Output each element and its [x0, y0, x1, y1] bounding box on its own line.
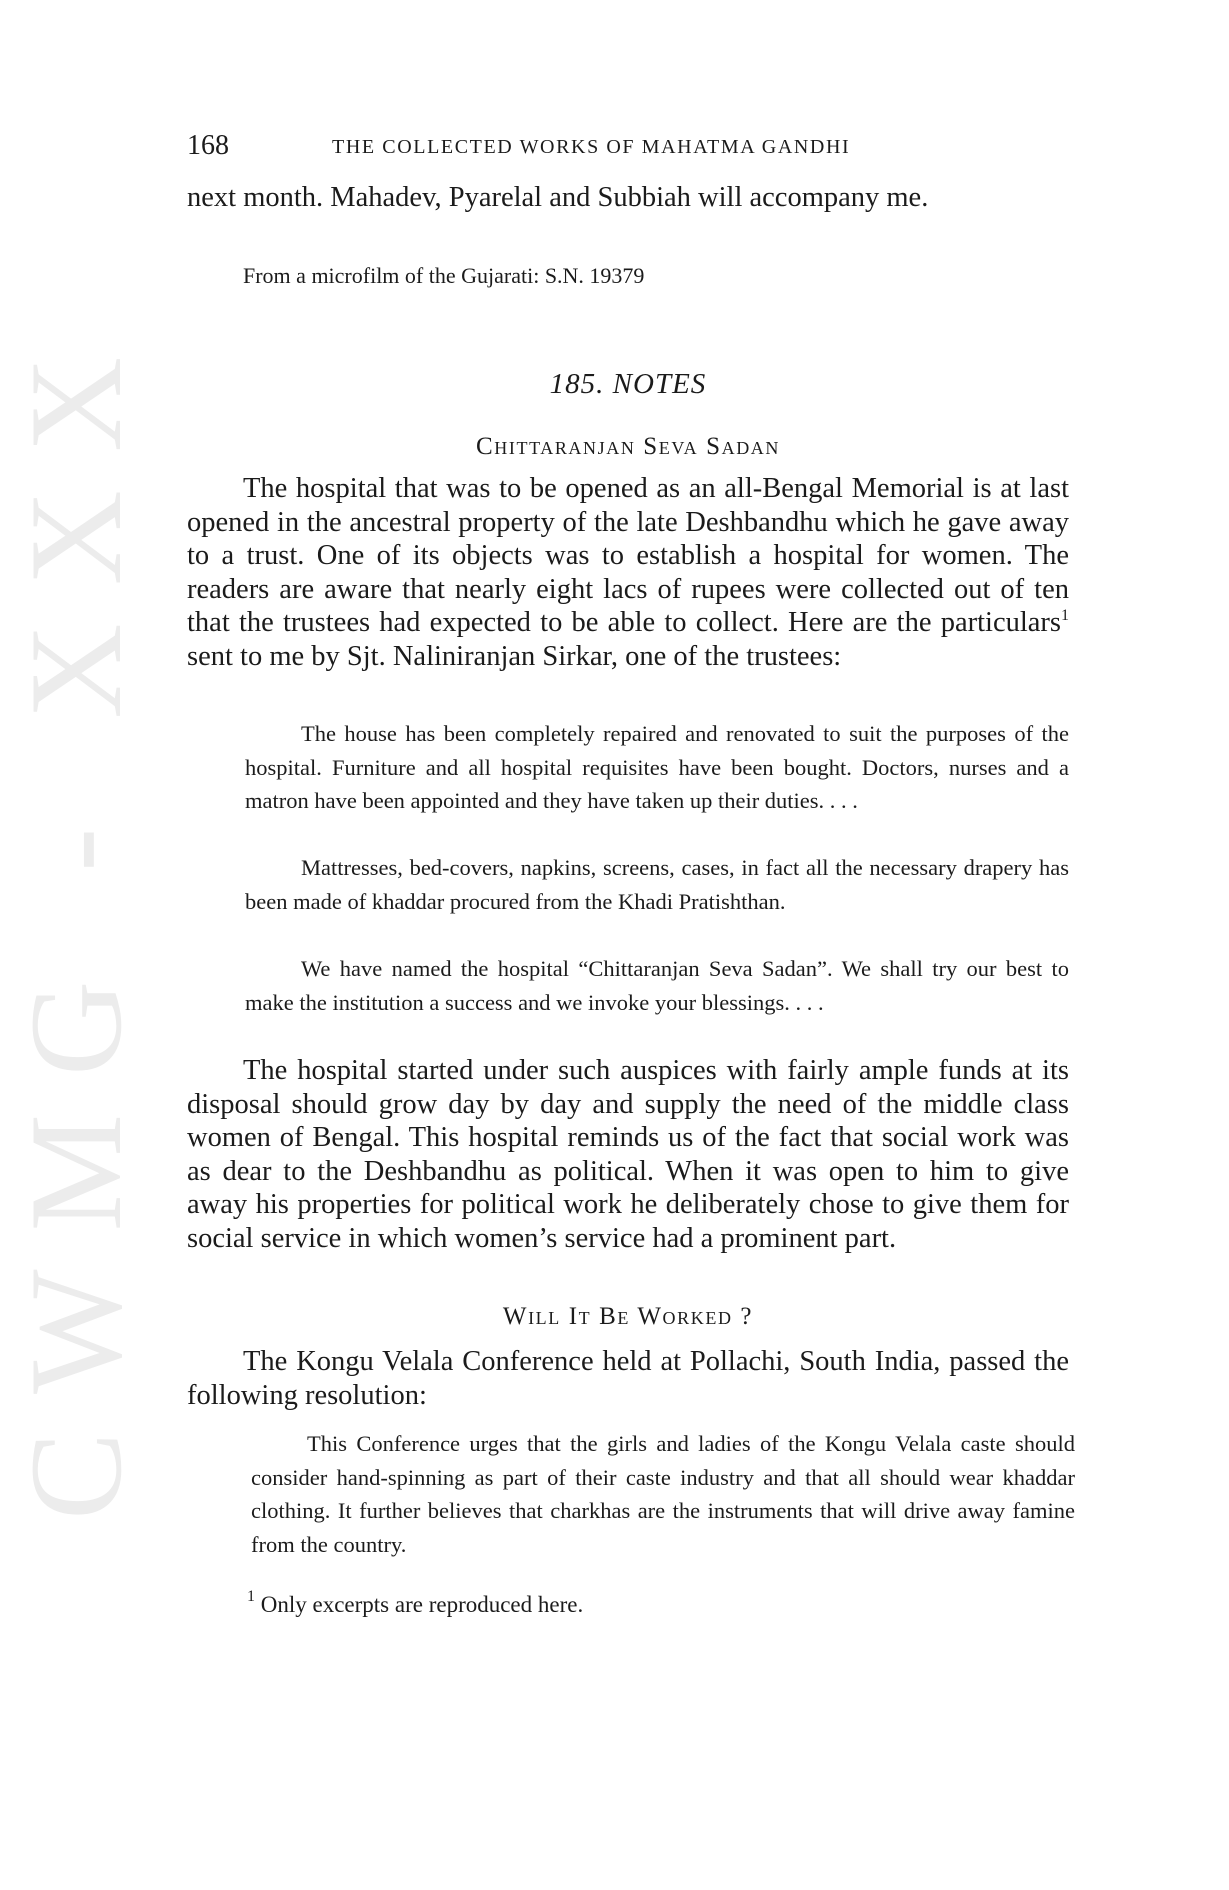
continuation-paragraph: next month. Mahadev, Pyarelal and Subbiah will accompany me. — [187, 182, 929, 213]
article-title: 185. NOTES — [549, 368, 707, 400]
quote-khaddar-drapery: Mattresses, bed-covers, napkins, screens, cases, in fact all the necessary drapery has been made of khaddar procured from the Khadi Pratishthan. — [245, 855, 1069, 914]
quote-hospital-name: We have named the hospital “Chittaranjan Seva Sadan”. We shall try our best to make the institution a success and we invoke your blessings. . . . — [245, 956, 1069, 1015]
watermark: CWMG - XXX — [2, 318, 149, 1520]
paragraph-text-end: sent to me by Sjt. Naliniranjan Sirkar, one of the trustees: — [187, 640, 842, 672]
source-note: From a microfilm of the Gujarati: S.N. 19379 — [243, 263, 645, 288]
section-heading-chittaranjan: Chittaranjan Seva Sadan — [476, 433, 780, 460]
running-header — [187, 130, 1069, 164]
footnote — [247, 1588, 584, 1618]
footnote-text: Only excerpts are reproduced here. — [255, 1592, 584, 1617]
footnote-ref: 1 — [1061, 607, 1069, 625]
quote-kongu-resolution: This Conference urges that the girls and ladies of the Kongu Velala caste should consider hand-spinning as part of their caste industry and that all should wear khaddar clothing. It further believes that charkhas are the instruments that will drive away famine from the country. — [251, 1431, 1075, 1557]
paragraph-hospital-intro — [187, 472, 1069, 674]
page-number: 168 — [187, 130, 229, 161]
footnote-marker: 1 — [247, 1588, 255, 1605]
paragraph-text: The hospital that was to be opened as an all-Bengal Memorial is at last opened in the ancestral property of the late Deshbandhu which he gave away to a trust. One of its objects was to establish a hospital for women. The readers are aware that nearly eight lacs of rupees were collected out of ten that the trustees had expected to be able to collect. Here are the particulars — [187, 473, 1069, 639]
paragraph-kongu-conference: The Kongu Velala Conference held at Pollachi, South India, passed the following resolution: — [187, 1346, 1069, 1411]
quote-hospital-repairs: The house has been completely repaired and renovated to suit the purposes of the hospital. Furniture and all hospital requisites have been bought. Doctors, nurses and a matron have been appointed and they have taken up their duties. . . . — [245, 721, 1069, 814]
running-title: THE COLLECTED WORKS OF MAHATMA GANDHI — [332, 136, 851, 158]
section-heading-will-it-be-worked: Will It Be Worked ? — [502, 1303, 754, 1330]
paragraph-hospital-conclusion: The hospital started under such auspices with fairly ample funds at its disposal should grow day by day and supply the need of the middle class women of Bengal. This hospital reminds us of the fact that social work was as dear to the Deshbandhu as political. When it was open to him to give away his properties for political work he deliberately chose to give them for social service in which women’s service had a prominent part. — [187, 1055, 1069, 1254]
